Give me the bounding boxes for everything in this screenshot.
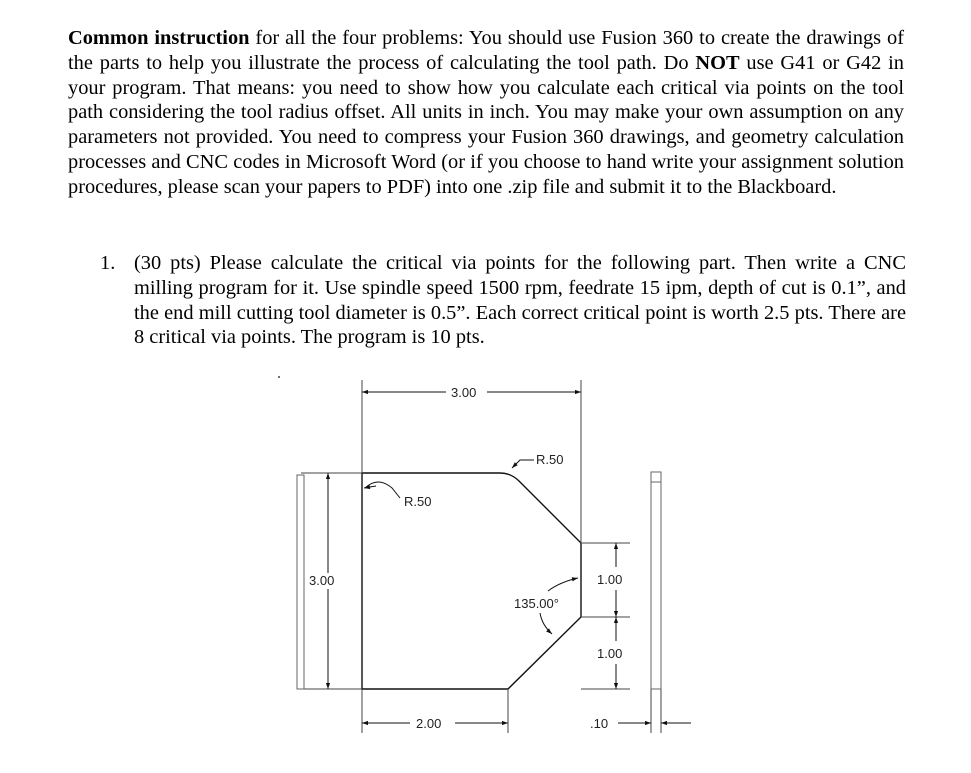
stray-dot xyxy=(278,376,280,378)
left-side-view xyxy=(297,475,304,689)
dim-bottom-gap-label: .10 xyxy=(590,716,609,731)
instruction-lead: Common instruction xyxy=(68,27,250,49)
instruction-part2: use G41 or G42 in your program. That means: you need to show how you calculate each critical via points on the tool path considering the tool radius offset. All units in inch. You may make your own assumption on any parameters not provided. You need to compress your Fusion 360 drawings, and geometry calculation processes and CNC codes in Microsoft Word (or if you choose to hand write your assignment solution procedures, please scan your papers to PDF) into one .zip file and submit it to the Blackboard. xyxy=(68,51,904,198)
part-outline xyxy=(362,473,581,689)
dim-right-upper-label: 1.00 xyxy=(597,572,623,587)
dim-radius-top-right-label: R.50 xyxy=(536,452,564,467)
dim-left-height-label: 3.00 xyxy=(309,573,335,588)
right-side-view xyxy=(651,472,661,689)
dim-radius-top-left-label: R.50 xyxy=(404,494,432,509)
dim-angle-label: 135.00° xyxy=(514,596,559,611)
dim-top-width-label: 3.00 xyxy=(451,385,477,400)
extension-lines xyxy=(301,380,661,733)
problem-text: (30 pts) Please calculate the critical via points for the following part. Then write a CNC milling program for it. Use spindle speed 1500 rpm, feedrate 15 ipm, depth of cut is 0.1”, and the end mill cutting tool diameter is 0.5”. Each correct critical point is worth 2.5 pts. There are 8 critical via points. The program is 10 pts. xyxy=(134,252,906,349)
dim-right-lower-label: 1.00 xyxy=(597,646,623,661)
problem-number: 1. xyxy=(100,252,116,274)
dim-bottom-width-label: 2.00 xyxy=(416,716,442,731)
instruction-part1: for all the four problems: You should use Fusion 360 to create the drawings of the parts to help you illustrate the process of calculating the tool path. Do xyxy=(68,27,904,74)
instruction-not: NOT xyxy=(695,51,740,74)
